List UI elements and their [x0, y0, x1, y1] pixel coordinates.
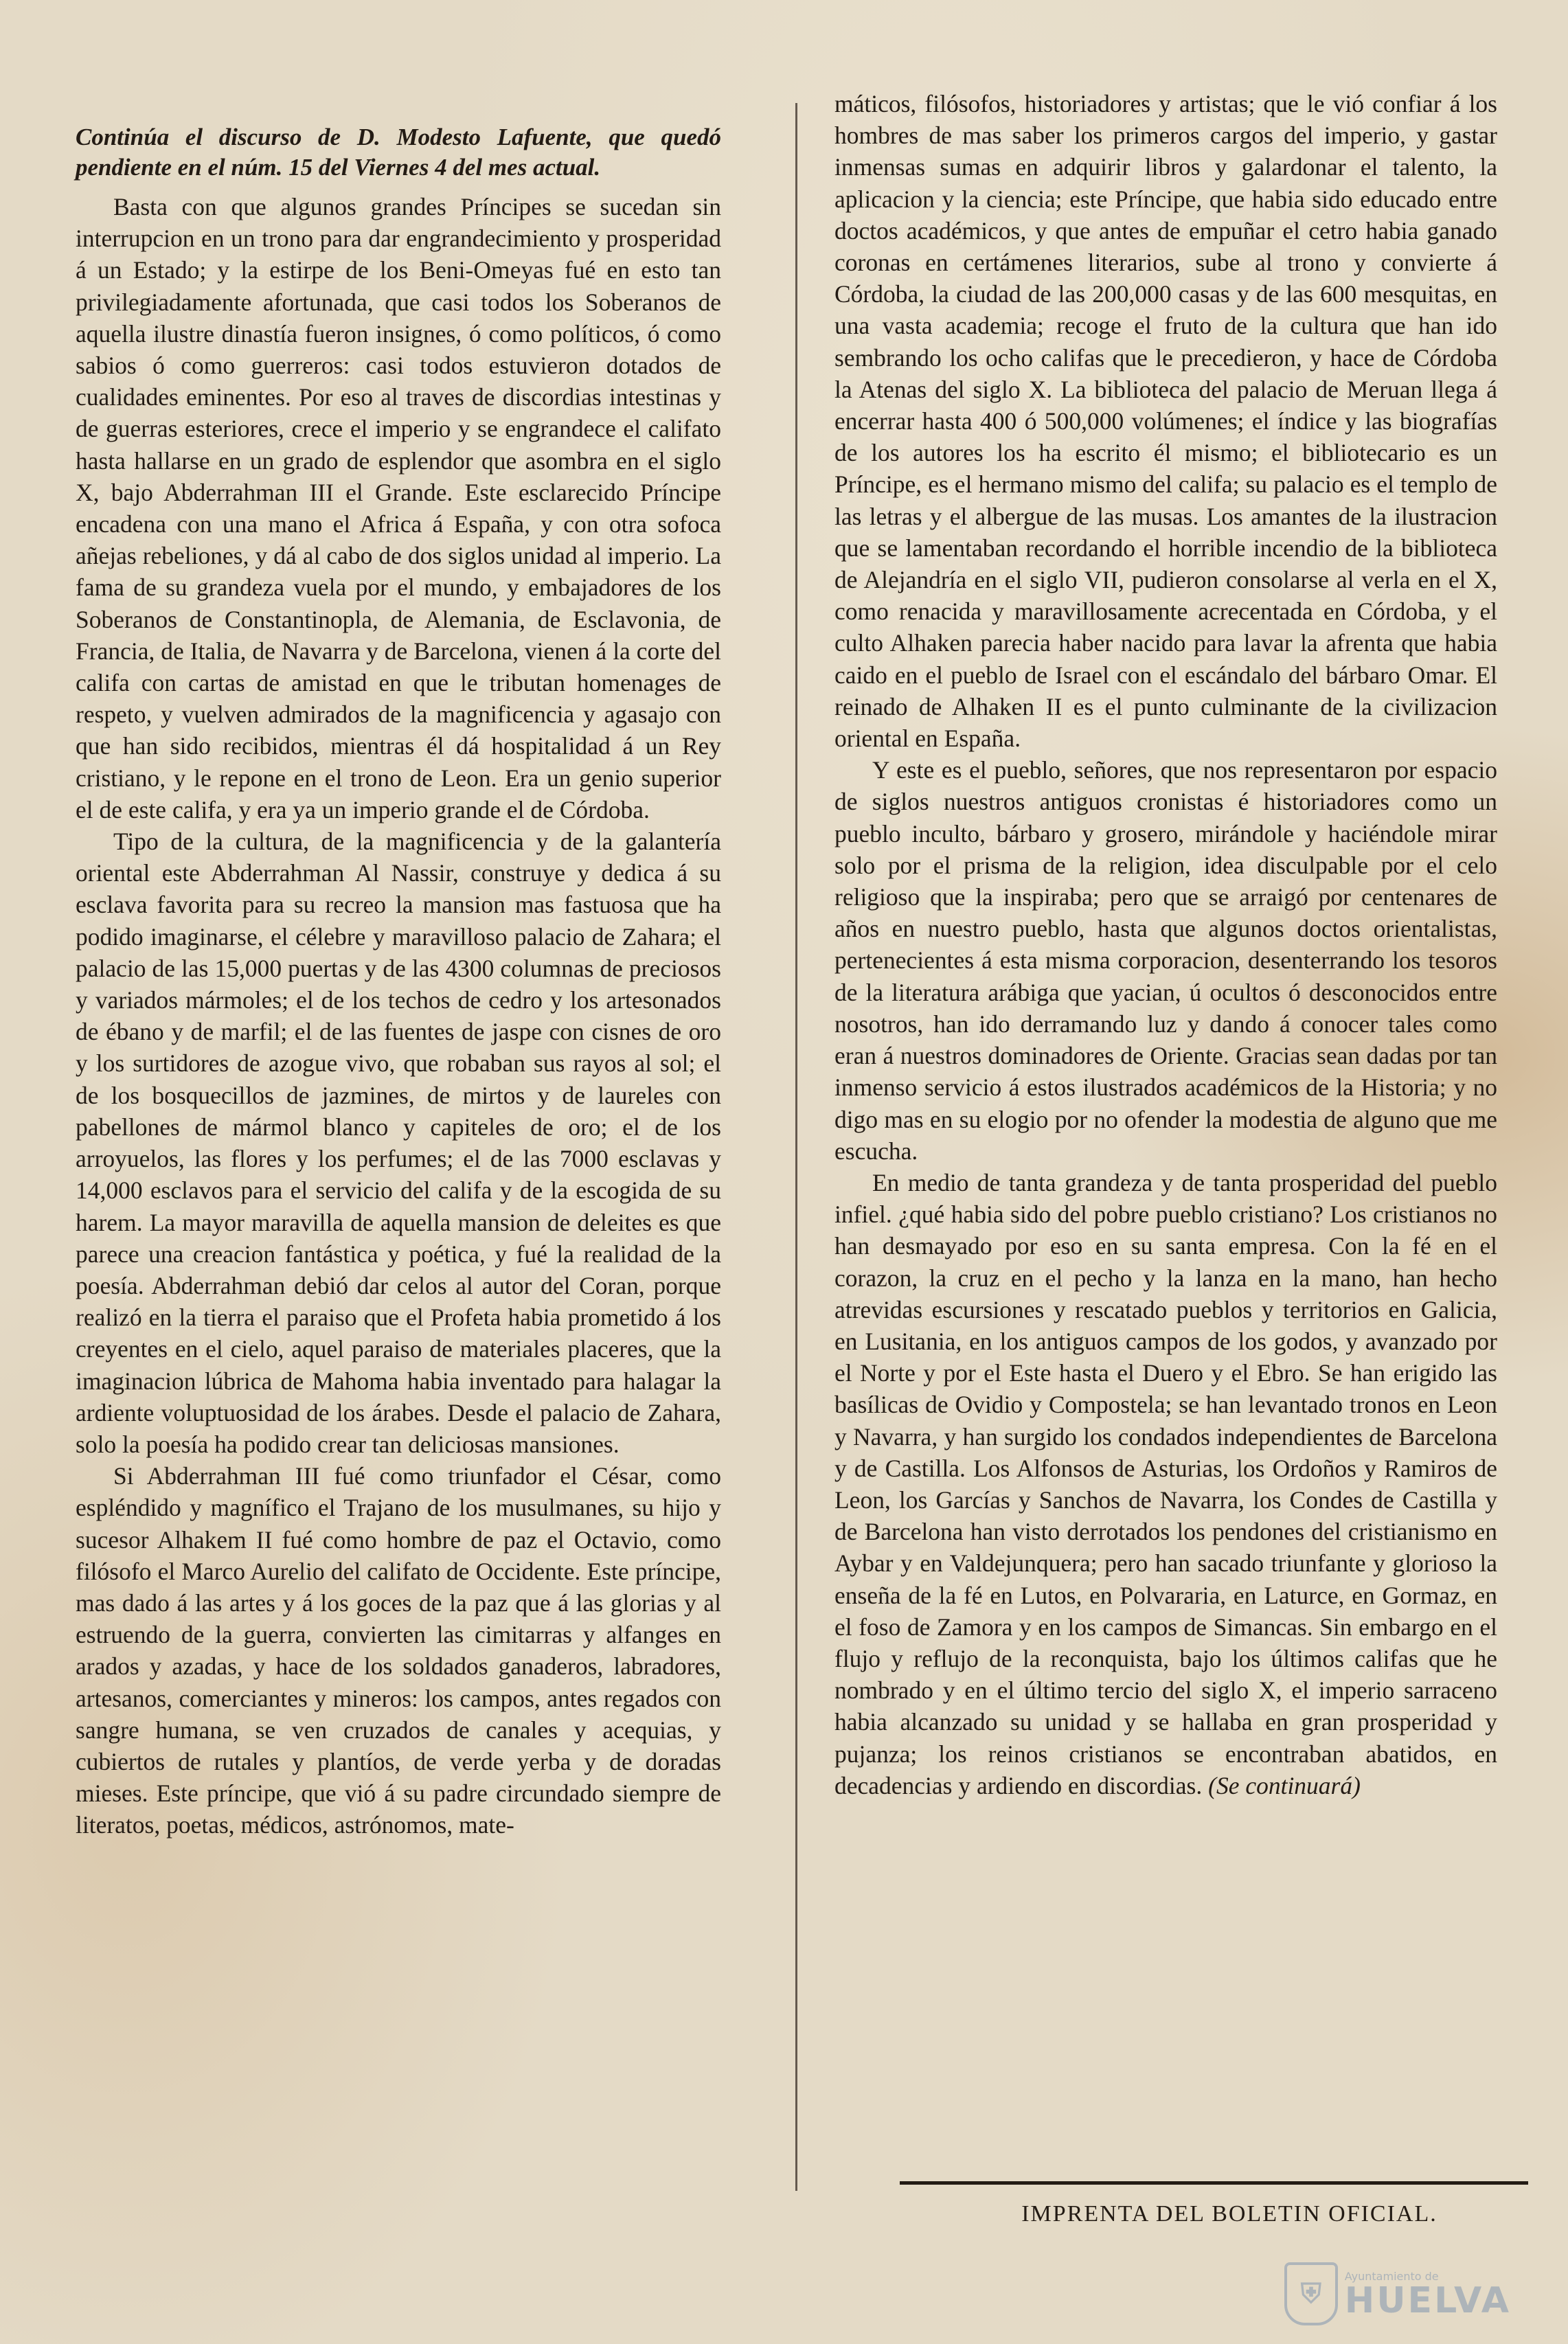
imprint-line: IMPRENTA DEL BOLETIN OFICIAL. — [1021, 2201, 1438, 2227]
watermark-name: HUELVA — [1344, 2279, 1511, 2321]
intro-note: Continúa el discurso de D. Modesto Lafuente, que quedó pendiente en el núm. 15 del Viernes 4 del mes actual. — [76, 124, 721, 181]
paragraph: Y este es el pueblo, señores, que nos representaron por espacio de siglos nuestros antiguos cronistas é historiadores como un pueblo inculto, bárbaro y grosero, mirándole y haciéndole mirar solo por el prisma de la religion, idea disculpable por el celo religioso que la inspiraba; pero que se arraigó por centenares de años en nuestro pueblo, hasta que algunos doctos orientalistas, pertenecientes á esta misma corporacion, desenterrando los tesoros de la literatura arábiga que yacian, ú ocultos ó desconocidos entre nosotros, han ido derramando luz y dando á conocer tales como eran á nuestros dominadores de Oriente. Gracias sean dadas por tan inmenso servicio á estos ilustrados académicos de la Historia; y no digo mas en su elogio por no ofender la modestia de alguno que me escucha. — [834, 756, 1497, 1165]
shield-icon: ⛨ — [1284, 2262, 1338, 2325]
left-column — [76, 122, 721, 1841]
paragraph: Si Abderrahman III fué como triunfador el César, como espléndido y magnífico el Trajano de los musulmanes, su hijo y sucesor Alhakem II fué como hombre de paz el Octavio, como filósofo el Marco Aurelio del califato de Occidente. Este príncipe, mas dado á las artes y á los goces de la paz que á las glorias y al estruendo de la guerra, convierten las cimitarras y alfanges en arados y azadas, y hace de los soldados ganaderos, labradores, artesanos, comerciantes y mineros: los campos, antes regados con sangre humana, se ven cruzados de canales y acequias, y cubiertos de rutales y plantíos, de verde yerba y de doradas mieses. Este príncipe, que vió á su padre circundado siempre de literatos, poetas, médicos, astrónomos, mate- — [76, 1462, 721, 1839]
column-divider — [795, 103, 797, 2191]
paragraph: Basta con que algunos grandes Príncipes se sucedan sin interrupcion en un trono para dar engrandecimiento y prosperidad á un Estado; y la estirpe de los Beni-Omeyas fué en esto tan privilegiadamente afortunada, que casi todos los Soberanos de aquella ilustre dinastía fueron insignes, ó como políticos, ó como sabios ó como guerreros: casi todos estuvieron dotados de cualidades eminentes. Por eso al traves de discordias intestinas y de guerras esteriores, crece el imperio y se engrandece el califato hasta hallarse en un grado de esplendor que asombra en el siglo X, bajo Abderrahman III el Grande. Este esclarecido Príncipe encadena con una mano el Africa á España, y con otra sofoca añejas rebeliones, y dá al cabo de dos siglos unidad al imperio. La fama de su grandeza vuela por el mundo, y embajadores de los Soberanos de Constantinopla, de Alemania, de Esclavonia, de Francia, de Italia, de Navarra y de Barcelona, vienen á la corte del califa con cartas de amistad en que le tributan homenages de respeto, y vuelven admirados de la magnificencia y agasajo con que han sido recibidos, mientras él dá hospitalidad á un Rey cristiano, y le repone en el trono de Leon. Era un genio superior el de este califa, y era ya un imperio grande el de Córdoba. — [76, 193, 721, 823]
footer-rule — [900, 2181, 1528, 2185]
right-column — [834, 88, 1497, 1801]
continuation-note: (Se continuará) — [1208, 1771, 1361, 1799]
paragraph — [834, 1167, 1497, 1801]
paragraph-text: En medio de tanta grandeza y de tanta prosperidad del pueblo infiel. ¿qué habia sido del pobre pueblo cristiano? Los cristianos no han desmayado por eso en su santa empresa. Con la fé en el corazon, la cruz en el pecho y la lanza en la mano, han hecho atrevidas escursiones y rescatado pueblos y territorios en Galicia, en Lusitania, en los antiguos campos de los godos, y avanzado por el Norte y por el Este hasta el Duero y el Ebro. Se han erigido las basílicas de Ovidio y Compostela; se han levantado tronos en Leon y Navarra, y han surgido los condados independientes de Barcelona y de Castilla. Los Alfonsos de Asturias, los Ordoños y Ramiros de Leon, los Garcías y Sanchos de Navarra, los Condes de Castilla y de Barcelona han visto derrotados los pendones del cristianismo en Aybar y en Valdejunquera; pero han sacado triunfante y glorioso la enseña de la fé en Lutos, en Polvararia, en Laturce, en Gormaz, en el foso de Zamora y en los campos de Simancas. Sin embargo en el flujo y reflujo de la reconquista, bajo los últimos califas que he nombrado y en el último tercio del siglo X, el imperio sarraceno habia alcanzado su unidad y se hallaba en gran prosperidad y pujanza; los reinos cristianos se encontraban abatidos, en decadencias y ardiendo en discordias. — [834, 1168, 1497, 1799]
watermark-caption: Ayuntamiento de — [1344, 2269, 1439, 2283]
paragraph: máticos, filósofos, historiadores y artistas; que le vió confiar á los hombres de mas saber los primeros cargos del imperio, y gastar inmensas sumas en adquirir libros y galardonar el talento, la aplicacion y la ciencia; este Príncipe, que habia sido educado entre doctos académicos, y que antes de empuñar el cetro habia ganado coronas en certámenes literarios, sube al trono y convierte á Córdoba, la ciudad de las 200,000 casas y de las 600 mesquitas, en una vasta academia; recoge el fruto de la cultura que han ido sembrando los ocho califas que le precedieron, y hace de Córdoba la Atenas del siglo X. La biblioteca del palacio de Meruan llega á encerrar hasta 400 ó 500,000 volúmenes; el índice y las biografías de los autores los ha escrito él mismo; el bibliotecario es un Príncipe, es el hermano mismo del califa; su palacio es el templo de las letras y el albergue de las musas. Los amantes de la ilustracion que se lamentaban recordando el horrible incendio de la biblioteca de Alejandría en el siglo VII, pudieron consolarse al verla en el X, como renacida y maravillosamente acrecentada en Córdoba, y el culto Alhaken parecia haber nacido para lavar la afrenta que habia caido en el pueblo de Israel con el escándalo del bárbaro Omar. El reinado de Alhaken II es el punto culminante de la civilizacion oriental en España. — [834, 90, 1497, 753]
paragraph: Tipo de la cultura, de la magnificencia y de la galantería oriental este Abderrahman Al Nassir, construye y dedica á su esclava favorita para su recreo la mansion mas fastuosa que ha podido imaginarse, el célebre y maravilloso palacio de Zahara; el palacio de las 15,000 puertas y de las 4300 columnas de preciosos y variados mármoles; el de los techos de cedro y los artesonados de ébano y de marfil; el de las fuentes de jaspe con cisnes de oro y los surtidores de azogue vivo, que robaban sus rayos al sol; el de los bosquecillos de jazmines, de mirtos y de laureles con pabellones de mármol blanco y capiteles de oro; el de los arroyuelos, las flores y los perfumes; el de las 7000 esclavas y 14,000 esclavos para el servicio del califa y de la escogida de su harem. La mayor maravilla de aquella mansion de deleites es que parece una creacion fantástica y poética, y fué la realidad de la poesía. Abderrahman debió dar celos al autor del Coran, porque realizó en la tierra el paraiso que el Profeta habia prometido á los creyentes en el cielo, aquel paraiso de materiales placeres, que la imaginacion lúbrica de Mahoma habia inventado para halagar la ardiente voluptuosidad de los árabes. Desde el palacio de Zahara, solo la poesía ha podido crear tan deliciosas mansiones. — [76, 828, 721, 1458]
archive-watermark — [1284, 2263, 1511, 2325]
